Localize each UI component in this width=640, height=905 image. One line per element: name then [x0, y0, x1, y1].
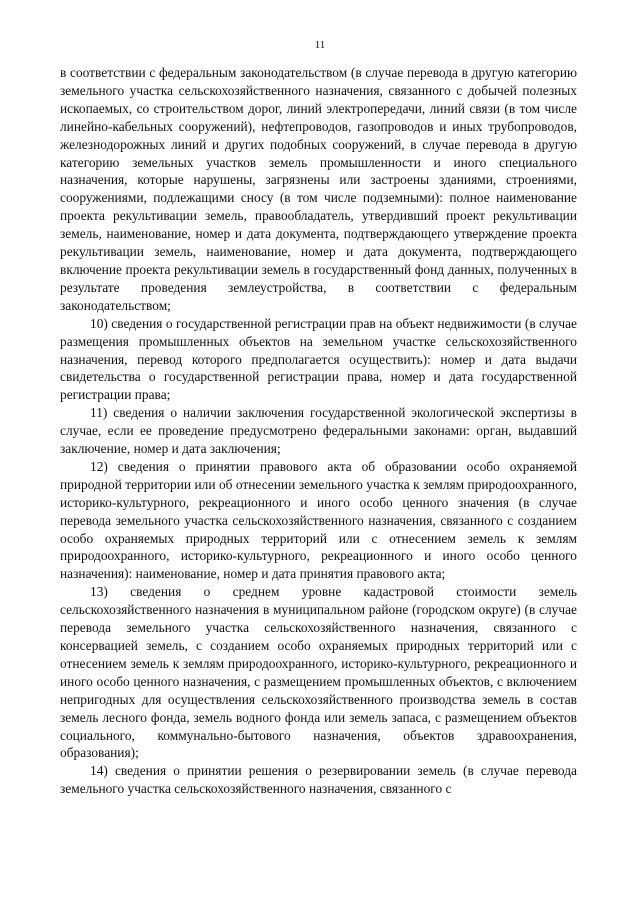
document-body [60, 64, 577, 798]
paragraph-item-10: 10) сведения о государственной регистрации прав на объект недвижимости (в случае размещения промышленных объектов на земельном участке сельскохозяйственного назначения, перевод которого предполагается осуществить): номер и дата выдачи свидетельства о государственной регистрации права, номер и дата государственной регистрации права; [60, 315, 577, 403]
paragraph-item-14: 14) сведения о принятии решения о резервировании земель (в случае перевода земельного участка сельскохозяйственного назначения, связанного с [60, 763, 577, 797]
page-number: 11 [314, 39, 326, 51]
paragraph-continuation: в соответствии с федеральным законодательством (в случае перевода в другую категорию земельного участка сельскохозяйственного назначения, связанного с добычей полезных ископаемых, со строительством дорог, линий электропередачи, линий связи (в том числе линейно-кабельных сооружений), нефтепроводов, газопроводов и иных трубопроводов, железнодорожных линий и других подобных сооружений, в случае перевода в другую категорию земельных участков земель промышленности и иного специального назначения, которые нарушены, загрязнены или застроены зданиями, строениями, сооружениями, подлежащими сносу (в том числе подземными): полное наименование проекта рекультивации земель, правообладатель, утвердивший проект рекультивации земель, наименование, номер и дата документа, подтверждающего утверждение проекта рекультивации земель, наименование, номер и дата документа, подтверждающего включение проекта рекультивации земель в государственный фонд данных, полученных в результате проведения землеустройства, в соответствии с федеральным законодательством; [60, 65, 577, 313]
paragraph-item-13: 13) сведения о среднем уровне кадастровой стоимости земель сельскохозяйственного назначения в муниципальном районе (городском округе) (в случае перевода земельного участка сельскохозяйственного назначения, связанного с консервацией земель, с созданием особо охраняемых природных территорий или с отнесением земель к землям природоохранного, историко-культурного, рекреационного и иного особо ценного назначения, с размещением промышленных объектов, с включением непригодных для осуществления сельскохозяйственного производства земель в состав земель лесного фонда, земель водного фонда или земель запаса, с размещением объектов социального, коммунально-бытового назначения, объектов здравоохранения, образования); [60, 584, 577, 761]
paragraph-item-12: 12) сведения о принятии правового акта об образовании особо охраняемой природной территории или об отнесении земельного участка к землям природоохранного, историко-культурного, рекреационного и иного особо ценного значения (в случае перевода земельного участка сельскохозяйственного назначения, связанного с созданием особо охраняемых природных территорий или с отнесением земель к землям природоохранного, историко-культурного, рекреационного и иного особо ценного назначения): наименование, номер и дата принятия правового акта; [60, 458, 577, 582]
paragraph-item-11: 11) сведения о наличии заключения государственной экологической экспертизы в случае, если ее проведение предусмотрено федеральными законами: орган, выдавший заключение, номер и дата заключения; [60, 405, 577, 457]
